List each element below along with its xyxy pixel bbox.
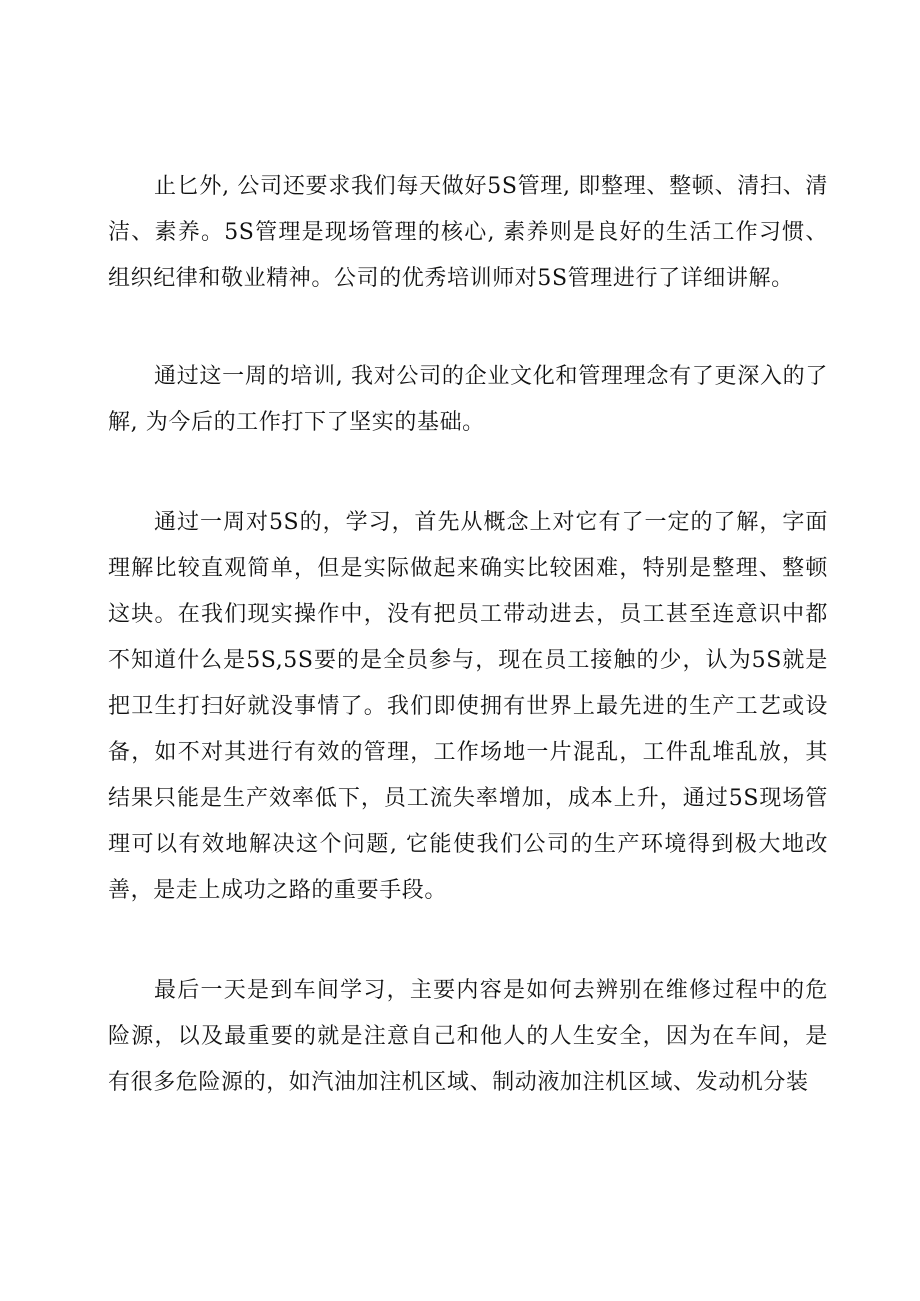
paragraph-5s-management: 止匕外, 公司还要求我们每天做好5S管理, 即整理、整顿、清扫、清洁、素养。5S管理是现场管理的核心, 素养则是良好的生活工作习惯、组织纪律和敬业精神。公司的优秀培训师对5S管理进行了详细讲解。 (108, 174, 828, 291)
paragraph-workshop-study: 最后一天是到车间学习，主要内容是如何去辨别在维修过程中的危险源，以及最重要的就是注意自己和他人的人生安全，因为在车间，是有很多危险源的，如汽油加注机区域、制动液加注机区域、发动机分装 (108, 978, 828, 1095)
paragraph-training-summary: 通过这一周的培训, 我对公司的企业文化和管理理念有了更深入的了解, 为今后的工作打下了坚实的基础。 (108, 364, 828, 435)
paragraph-5s-study: 通过一周对5S的，学习，首先从概念上对它有了一定的了解，字面理解比较直观简单，但是实际做起来确实比较困难，特别是整理、整顿这块。在我们现实操作中，没有把员工带动进去，员工甚至连意识中都不知道什么是5S,5S要的是全员参与，现在员工接触的少，认为5S就是把卫生打扫好就没事情了。我们即使拥有世界上最先进的生产工艺或设备，如不对其进行有效的管理，工作场地一片混乱，工件乱堆乱放，其结果只能是生产效率低下，员工流失率增加，成本上升，通过5S现场管理可以有效地解决这个问题, 它能使我们公司的生产环境得到极大地改善，是走上成功之路的重要手段。 (108, 510, 828, 903)
